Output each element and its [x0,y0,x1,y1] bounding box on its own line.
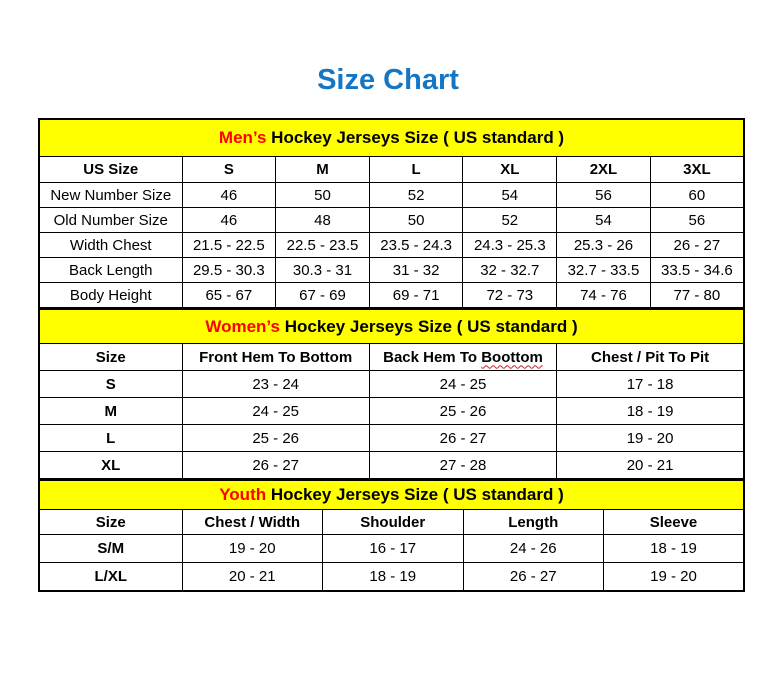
womens-section-title: Hockey Jerseys Size ( US standard ) [279,316,578,336]
table-cell: 19 - 20 [604,563,745,592]
row-label: Body Height [39,283,182,309]
youth-section-band [39,481,744,510]
table-row [39,425,744,452]
table-row [39,208,744,233]
mens-header-row [39,157,744,183]
table-row [39,563,744,592]
table-cell: 74 - 76 [557,283,651,309]
table-cell: 69 - 71 [369,283,463,309]
mens-section-title: Hockey Jerseys Size ( US standard ) [266,128,565,147]
table-cell: 18 - 19 [557,398,744,425]
table-cell: 26 - 27 [650,233,744,258]
mens-section-highlight: Men’s [218,128,267,147]
table-cell: 16 - 17 [323,535,464,563]
table-cell: 26 - 27 [369,425,556,452]
table-row [39,398,744,425]
table-cell: 27 - 28 [369,452,556,480]
table-cell: 20 - 21 [182,563,323,592]
womens-header-row [39,344,744,371]
table-cell: 25 - 26 [182,425,369,452]
column-header: Size [39,344,182,371]
row-label: M [39,398,182,425]
table-cell: 26 - 27 [463,563,604,592]
table-cell: 18 - 19 [604,535,745,563]
youth-size-table [38,480,745,592]
column-header: Length [463,510,604,535]
column-header: L [369,157,463,183]
mens-size-table [38,118,745,309]
table-cell: 56 [557,183,651,208]
table-row [39,371,744,398]
column-header: M [276,157,370,183]
youth-section-highlight: Youth [219,485,267,504]
column-header: S [182,157,276,183]
column-header: Size [39,510,182,535]
table-cell: 60 [650,183,744,208]
table-cell: 67 - 69 [276,283,370,309]
table-cell: 25 - 26 [369,398,556,425]
row-label: Width Chest [39,233,182,258]
table-cell: 21.5 - 22.5 [182,233,276,258]
table-row [39,283,744,309]
womens-section-band [39,310,744,344]
table-cell: 48 [276,208,370,233]
column-header: Chest / Pit To Pit [557,344,744,371]
table-cell: 77 - 80 [650,283,744,309]
table-cell: 30.3 - 31 [276,258,370,283]
womens-size-table [38,309,745,480]
mens-section-band [39,119,744,157]
womens-section-header [39,310,744,344]
table-cell: 20 - 21 [557,452,744,480]
column-header: Sleeve [604,510,745,535]
table-row [39,258,744,283]
row-label: Old Number Size [39,208,182,233]
row-label: Back Length [39,258,182,283]
table-cell: 46 [182,208,276,233]
row-label: S [39,371,182,398]
row-label: L/XL [39,563,182,592]
column-header-misspelled [369,344,556,371]
youth-section-title: Hockey Jerseys Size ( US standard ) [266,485,564,504]
row-label: S/M [39,535,182,563]
table-cell: 17 - 18 [557,371,744,398]
table-cell: 26 - 27 [182,452,369,480]
column-header: US Size [39,157,182,183]
page-title: Size Chart [317,64,459,96]
table-cell: 23.5 - 24.3 [369,233,463,258]
table-row [39,233,744,258]
youth-header-row [39,510,744,535]
table-cell: 52 [369,183,463,208]
table-cell: 32 - 32.7 [463,258,557,283]
column-header: Chest / Width [182,510,323,535]
table-cell: 19 - 20 [182,535,323,563]
row-label: L [39,425,182,452]
table-cell: 72 - 73 [463,283,557,309]
table-cell: 22.5 - 23.5 [276,233,370,258]
column-header: XL [463,157,557,183]
table-row [39,183,744,208]
table-cell: 24 - 25 [369,371,556,398]
womens-section-highlight: Women’s [205,316,280,336]
table-cell: 50 [276,183,370,208]
table-row [39,535,744,563]
table-cell: 54 [557,208,651,233]
column-header: 2XL [557,157,651,183]
table-cell: 50 [369,208,463,233]
youth-section-header [39,481,744,510]
table-cell: 18 - 19 [323,563,464,592]
table-cell: 24 - 26 [463,535,604,563]
table-cell: 24.3 - 25.3 [463,233,557,258]
mens-section-header [39,119,744,157]
table-cell: 33.5 - 34.6 [650,258,744,283]
row-label: New Number Size [39,183,182,208]
size-chart-tables [38,118,745,592]
table-cell: 56 [650,208,744,233]
table-row [39,452,744,480]
column-header: Front Hem To Bottom [182,344,369,371]
column-header: 3XL [650,157,744,183]
table-cell: 46 [182,183,276,208]
row-label: XL [39,452,182,480]
table-cell: 65 - 67 [182,283,276,309]
table-cell: 23 - 24 [182,371,369,398]
table-cell: 25.3 - 26 [557,233,651,258]
table-cell: 54 [463,183,557,208]
column-header-text: Back Hem To [383,348,478,366]
column-header: Shoulder [323,510,464,535]
table-cell: 32.7 - 33.5 [557,258,651,283]
misspelled-word: Boottom [481,348,543,366]
table-cell: 29.5 - 30.3 [182,258,276,283]
table-cell: 31 - 32 [369,258,463,283]
table-cell: 24 - 25 [182,398,369,425]
table-cell: 52 [463,208,557,233]
table-cell: 19 - 20 [557,425,744,452]
